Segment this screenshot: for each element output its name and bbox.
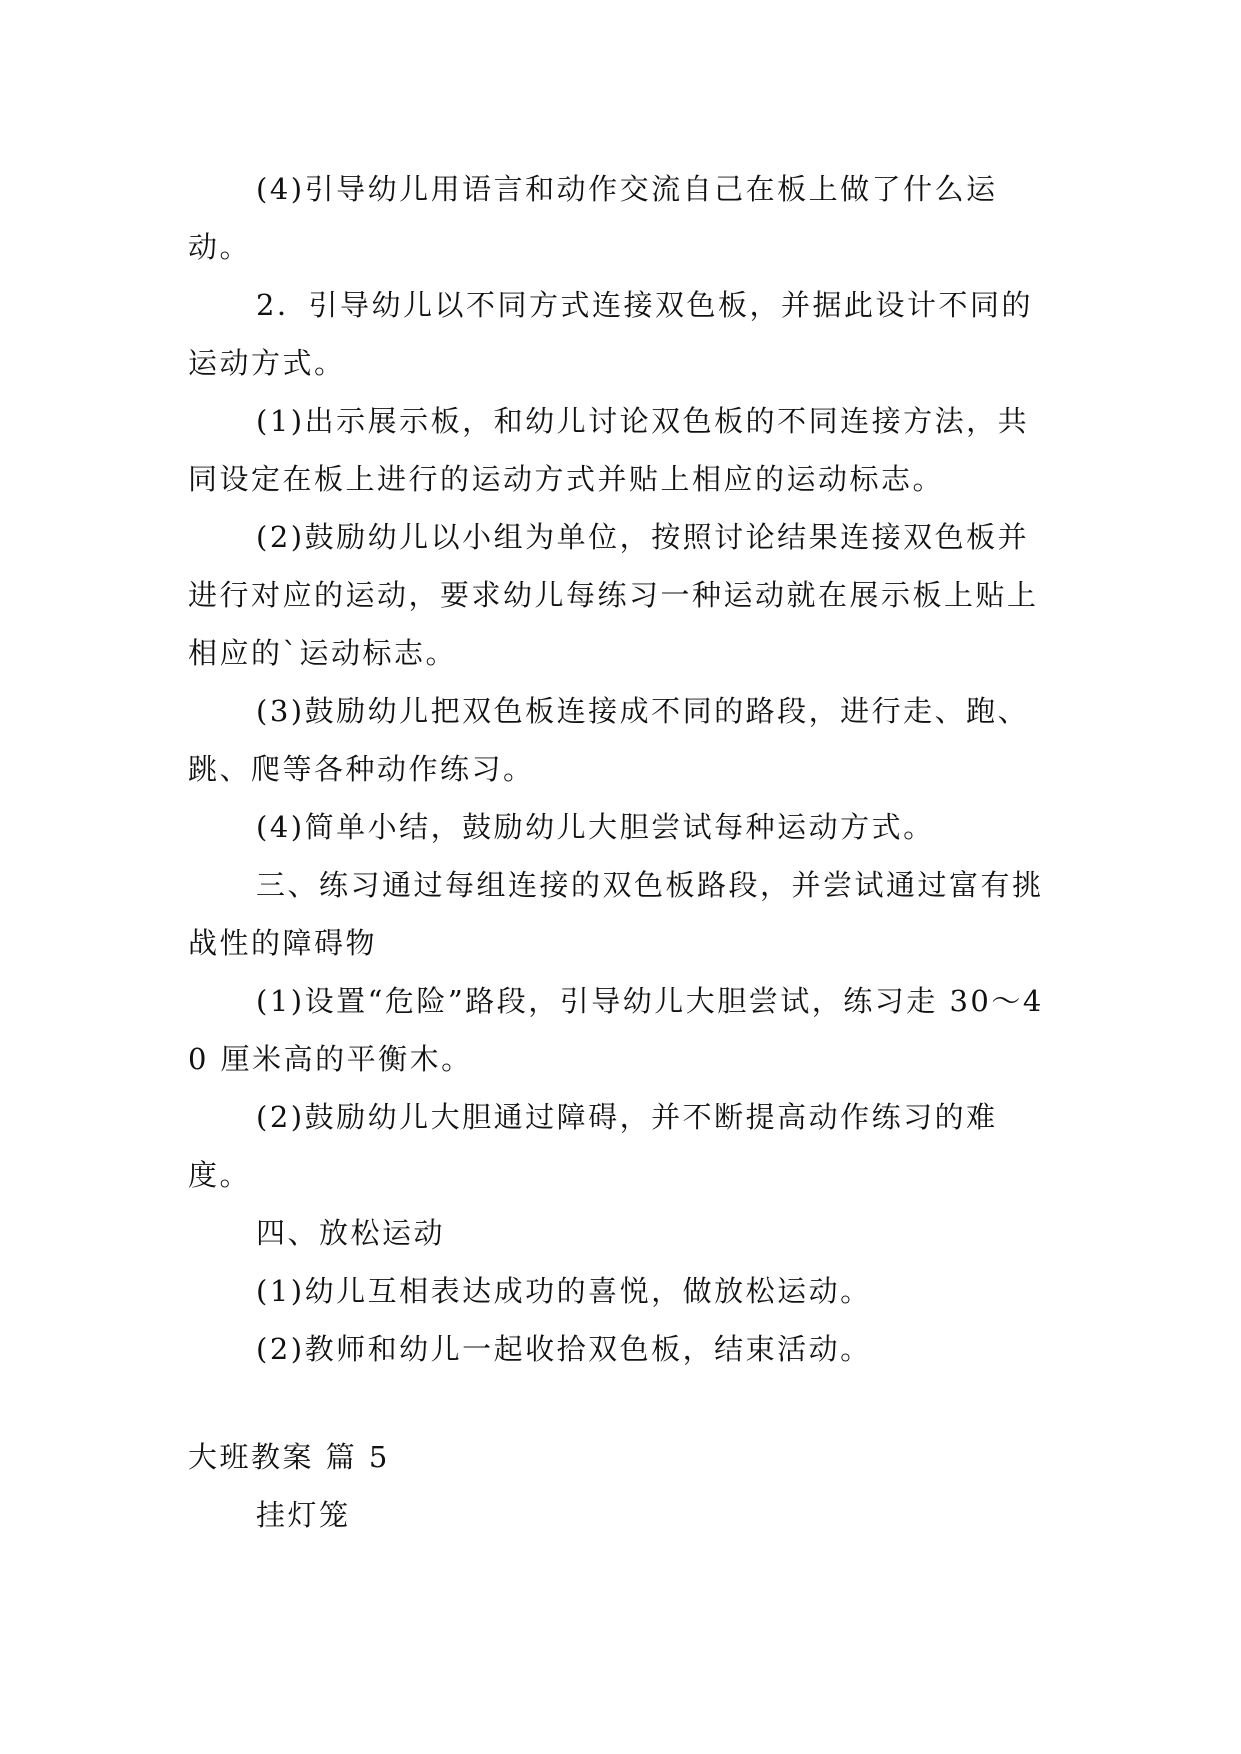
paragraph: (3)鼓励幼儿把双色板连接成不同的路段，进行走、跑、跳、爬等各种动作练习。 bbox=[188, 694, 1030, 786]
document-body bbox=[188, 160, 1058, 1544]
section-subheading: 四、放松运动 bbox=[256, 1216, 446, 1250]
paragraph: (1)设置“危险”路段，引导幼儿大胆尝试，练习走 30～40 厘米高的平衡木。 bbox=[188, 984, 1044, 1076]
paragraph: 2．引导幼儿以不同方式连接双色板，并据此设计不同的运动方式。 bbox=[188, 288, 1033, 380]
paragraph: (2)教师和幼儿一起收拾双色板，结束活动。 bbox=[256, 1332, 872, 1366]
paragraph: (1)幼儿互相表达成功的喜悦，做放松运动。 bbox=[256, 1274, 872, 1308]
paragraph: 三、练习通过每组连接的双色板路段，并尝试通过富有挑战性的障碍物 bbox=[188, 868, 1044, 960]
paragraph: (1)出示展示板，和幼儿讨论双色板的不同连接方法，共同设定在板上进行的运动方式并贴上相应的运动标志。 bbox=[188, 404, 1030, 496]
section-spacer bbox=[188, 1378, 1058, 1428]
section-title: 挂灯笼 bbox=[256, 1498, 351, 1532]
paragraph: (4)简单小结，鼓励幼儿大胆尝试每种运动方式。 bbox=[256, 810, 935, 844]
paragraph: (2)鼓励幼儿以小组为单位，按照讨论结果连接双色板并进行对应的运动，要求幼儿每练习一种运动就在展示板上贴上相应的`运动标志。 bbox=[188, 520, 1039, 670]
section-heading: 大班教案 篇 5 bbox=[188, 1440, 390, 1474]
paragraph: (4)引导幼儿用语言和动作交流自己在板上做了什么运动。 bbox=[188, 172, 998, 264]
paragraph: (2)鼓励幼儿大胆通过障碍，并不断提高动作练习的难度。 bbox=[188, 1100, 998, 1192]
